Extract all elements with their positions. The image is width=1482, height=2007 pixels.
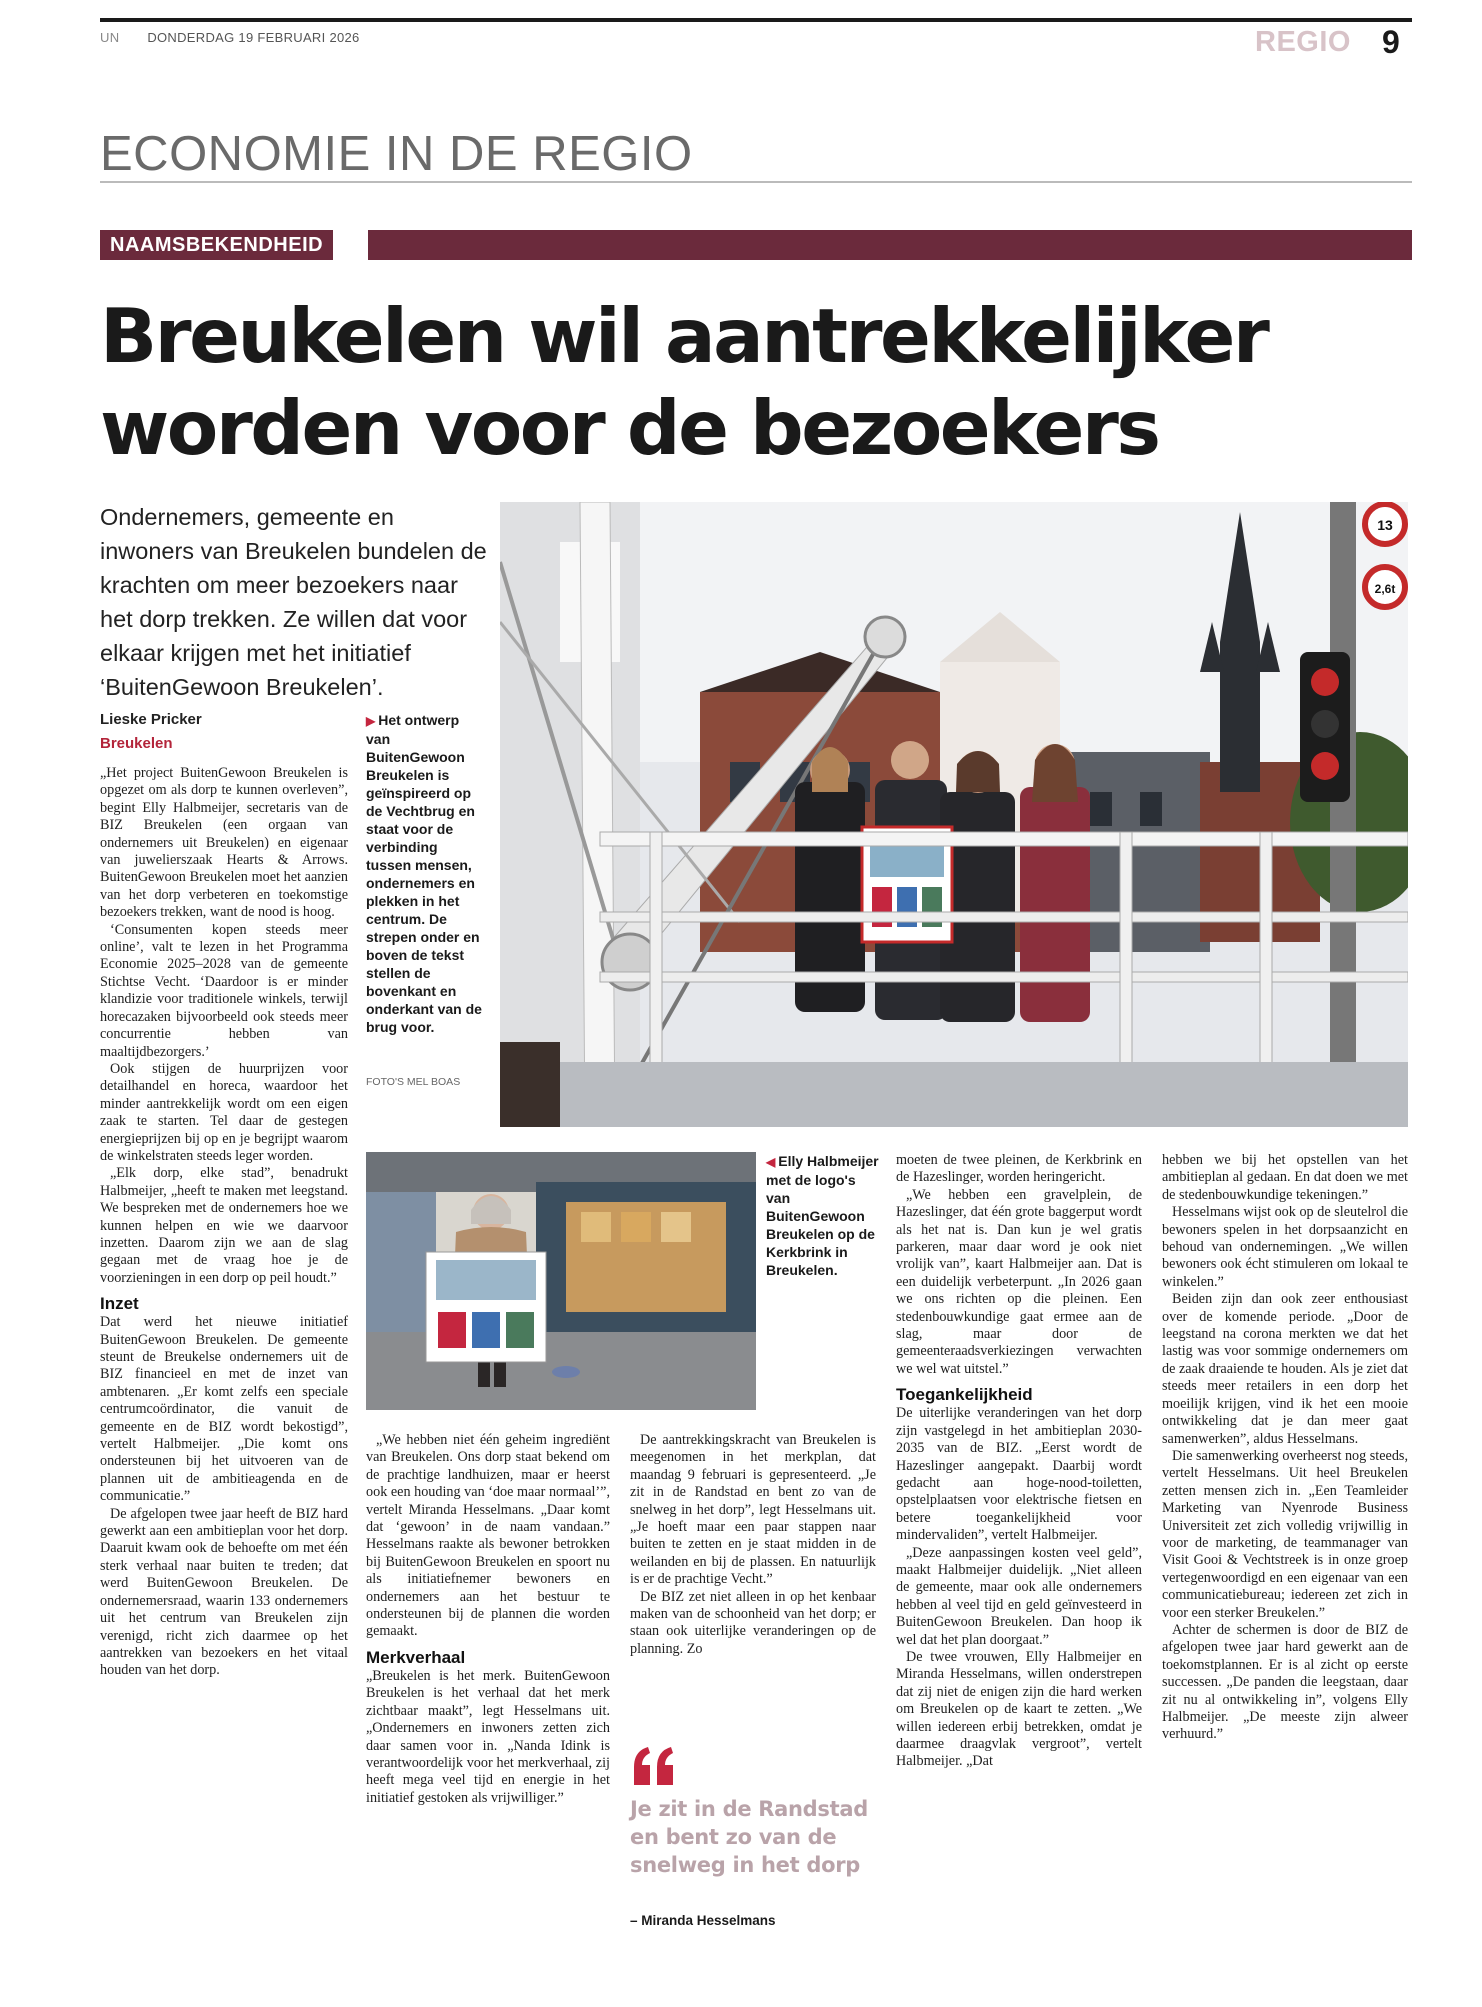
paragraph: „Elk dorp, elke stad”, benadrukt Halbmeijer, „heeft te maken met leegstand. We bespreken met de ondernemers hoe we kunnen helpen en wie we daarvoor inzetten. Daarom zijn we aan de slag gegaan met de vraag hoe je de voorzieningen in een dorp op peil houdt.” (100, 1165, 348, 1286)
paragraph: ‘Consumenten kopen steeds meer online’, valt te lezen in het Programma Economie 2025–2028 van de gemeente Stichtse Vecht. ‘Daardoor is er minder klandizie voor traditionele winkels, terwijl horecazaken bijvoorbeeld ook steeds meer concurrentie hebben van maaltijdbezorgers.’ (100, 921, 348, 1060)
article-headline: Breukelen wil aantrekkelijker worden voor de bezoekers (100, 292, 1268, 472)
paragraph: Dat werd het nieuwe initiatief BuitenGewoon Breukelen. De gemeente steunt de Breukelse ondernemers uit de BIZ financieel en met de inzet van ambtenaren. „Er komt zelfs een speciale centrumcoördinator, die vanuit de gemeente en de BIZ wordt bekostigd”, vertelt Halbmeijer. „Die komt ons ondersteunen bij het uitvoeren van de plannen uit de ambitieagenda en de communicatie.” (100, 1314, 348, 1505)
section-title: ECONOMIE IN DE REGIO (100, 127, 693, 181)
paragraph: hebben we bij het opstellen van het ambitieplan al gedaan. En dat doen we met de stedenbouwkundige tekeningen.” (1162, 1152, 1408, 1203)
caption-arrow-left-icon: ◀ (766, 1155, 776, 1169)
sign-bottom: 2,6t (1374, 582, 1396, 596)
subheading-merkverhaal: Merkverhaal (366, 1647, 466, 1667)
kicker-fill (368, 230, 1412, 260)
paragraph: De aantrekkingskracht van Breukelen is meegenomen in het merkplan, dat maandag 9 februari is gepresenteerd. „Je zit in de Randstad en bent zo van de snelweg in het dorp”, legt Hesselmans uit. „Je hoeft maar een paar stappen naar buiten te zetten en je staat midden in de weilanden en bij de plassen. En natuurlijk is er de prachtige Vecht.” (630, 1432, 876, 1588)
paragraph: „We hebben een gravelplein, de Hazeslinger, dat één grote baggerput wordt als het nat is. Dan kun je wel gratis parkeren, maar daar word je ook niet vrolijk van”, kaart Halbmeijer aan. Dat is een duidelijk verbeterpunt. „In 2026 gaan we ons richten op die pleinen. Een stedenbouwkundige gaat ermee aan de slag, maar door de gemeenteraadsverkiezingen verwachten we wel wat uitstel.” (896, 1186, 1142, 1377)
main-photo-caption (366, 711, 484, 1036)
main-photo (500, 502, 1408, 1127)
publication-date: DONDERDAG 19 FEBRUARI 2026 (147, 30, 360, 45)
paragraph: De uiterlijke veranderingen van het dorp zijn vastgelegd in het ambitieplan 2030-2035 van de BIZ. „Eerst wordt de Hazeslinger aangepakt. Daarbij wordt gedacht aan hoge-nood-toiletten, opstelplaatsen voor elektrische fietsen en betere toegankelijkheid voor mindervaliden”, vertelt Halbmeijer. (896, 1405, 1142, 1544)
paragraph: moeten de twee pleinen, de Kerkbrink en de Hazeslinger, worden heringericht. (896, 1152, 1142, 1186)
paragraph: Die samenwerking overheerst nog steeds, vertelt Hesselmans. Uit heel Breukelen zetten mensen zich in. „Een Teamleider Marketing van Nyenrode Business Universiteit zet zich volledig vrijwillig in voor de marketing, de teammanager van Visit Gooi & Vechtstreek is in onze groep vertegenwoordigd en een eigenaar van een communicatiebureau; iedereen zet zich in voor een sterker Breukelen.” (1162, 1447, 1408, 1621)
paragraph: Achter de schermen is door de BIZ de afgelopen twee jaar hard gewerkt aan de toekomstplannen. Er is al zicht op eerste successen. „De panden die leegstaan, daar zit nu al ontwikkeling in”, volgens Elly Halbmeijer. „De meeste zijn alweer verhuurd.” (1162, 1621, 1408, 1743)
column-4 (896, 1152, 1142, 1771)
column-3 (630, 1432, 876, 1658)
caption-arrow-icon: ▶ (366, 714, 376, 728)
subheading-inzet: Inzet (100, 1294, 139, 1314)
paragraph: „Deze aanpassingen kosten veel geld”, maakt Halbmeijer duidelijk. „Niet alleen de gemeente, maar ook alle ondernemers hebben al veel tijd en geld geïnvesteerd in BuitenGewoon Breukelen. Dan hoop ik wel dat het plan doorgaat.” (896, 1544, 1142, 1648)
pull-quote: Je zit in de Randstad en bent zo van de snelweg in het dorp (630, 1797, 868, 1877)
column-2 (366, 1432, 610, 1807)
sign-top: 13 (1377, 517, 1393, 533)
kicker-bar (100, 230, 1412, 260)
paragraph: Ook stijgen de huurprijzen voor detailhandel en horeca, waardoor het minder aantrekkelijk wordt om een eigen zaak te starten. Tel daar de gestegen energieprijzen bij op en je begrijpt waarom de winkelstraten steeds leger worden. (100, 1060, 348, 1164)
byline-location: Breukelen (100, 735, 173, 752)
paragraph: „Breukelen is het merk. BuitenGewoon Breukelen is het verhaal dat het merk zichtbaar maakt”, legt Hesselmans uit. „Ondernemers en inwoners zetten zich daar samen voor in. „Nanda Idink is verantwoordelijk voor het merkverhaal, zij heeft mega veel tijd en energie in het initiatief gestoken als vrijwilliger.” (366, 1667, 610, 1806)
column-1 (100, 765, 348, 1680)
paragraph: Beiden zijn dan ook zeer enthousiast over de komende periode. „Door de leegstand na corona merkten we dat het lastig was voor sommige ondernemers om de zaak draaiende te houden. Als je ziet dat steeds meer retailers in een dorp het moeilijk krijgen, vind ik het een mooie ontwikkeling dat je dan meer gaat samenwerken”, aldus Hesselmans. (1162, 1291, 1408, 1447)
main-caption-text: Het ontwerp van BuitenGewoon Breukelen is geïnspireerd op de Vechtbrug en staat voor de verbinding tussen mensen, ondernemers en plekken in het centrum. De strepen onder en boven de tekst stellen de bovenkant en onderkant van de brug voor. (366, 712, 482, 1035)
article-intro: Ondernemers, gemeente en inwoners van Breukelen bundelen de krachten om meer bezoekers naar het dorp trekken. Ze willen dat voor elkaar krijgen met het initiatief ‘BuitenGewoon Breukelen’. (100, 504, 487, 700)
second-caption-text: Elly Halbmeijer met de logo's van BuitenGewoon Breukelen op de Kerkbrink in Breukelen. (766, 1153, 879, 1278)
paragraph: Hesselmans wijst ook op de sleutelrol die bewoners spelen in het dorpsaanzicht en behoud van ondernemingen. „We willen bewoners ook écht stimuleren om lokaal te winkelen.” (1162, 1204, 1408, 1290)
section-label: REGIO (1255, 26, 1351, 58)
quote-mark-icon (630, 1745, 678, 1787)
second-photo-caption (766, 1152, 882, 1279)
top-rule (100, 18, 1412, 22)
photo-credit: FOTO'S MEL BOAS (366, 1076, 461, 1088)
secondary-photo (366, 1152, 756, 1410)
section-rule (100, 181, 1412, 183)
paragraph: „Het project BuitenGewoon Breukelen is opgezet om als dorp te kunnen overleven”, begint Elly Halbmeijer, secretaris van de BIZ Breukelen (een orgaan van ondernemers uit Breukelen) en eigenaar van juwelierszaak Hearts & Arrows. BuitenGewoon Breukelen moet het aanzien van het dorp verbeteren en toekomstige bezoekers trekken, want de nood is hoog. (100, 765, 348, 921)
pull-quote-author: – Miranda Hesselmans (630, 1913, 776, 1928)
paragraph: De BIZ zet niet alleen in op het kenbaar maken van de schoonheid van het dorp; er staan ook uiterlijke veranderingen op de planning. Zo (630, 1588, 876, 1657)
subheading-toegankelijkheid: Toegankelijkheid (896, 1385, 1033, 1405)
page-number: 9 (1382, 24, 1400, 60)
kicker-label: NAAMSBEKENDHEID (100, 230, 333, 260)
paragraph: „We hebben niet één geheim ingrediënt van Breukelen. Ons dorp staat bekend om de prachtige landhuizen, maar er heerst ook een houding van ‘doe maar normaal’”, vertelt Miranda Hesselmans. „Daar komt dat ‘gewoon’ in de naam vandaan.” Hesselmans raakte als bewoner betrokken bij BuitenGewoon Breukelen en spoort nu als initiatiefnemer bewoners en ondernemers aan het bestuur te ondersteunen bij de plannen die worden gemaakt. (366, 1432, 610, 1640)
paragraph: De afgelopen twee jaar heeft de BIZ hard gewerkt aan een ambitieplan voor het dorp. Daaruit kwam ook de behoefte om met één sterk verhaal naar buiten te treden; dat werd BuitenGewoon Breukelen. De ondernemersraad, waarin 133 ondernemers uit het centrum van Breukelen zijn verenigd, richt zich daarmee op het aantrekken van bezoekers en het vitaal houden van het dorp. (100, 1505, 348, 1679)
column-5 (1162, 1152, 1408, 1744)
header-dateline (100, 30, 360, 45)
paragraph: De twee vrouwen, Elly Halbmeijer en Miranda Hesselmans, willen onderstrepen dat zij niet de enigen zijn die hard werken om Breukelen op de kaart te zetten. „We willen iedereen erbij betrekken, omdat je daarmee draagvlak vergroot”, vertelt Halbmeijer. „Dat (896, 1648, 1142, 1770)
byline-author: Lieske Pricker (100, 711, 202, 728)
edition-code: UN (100, 30, 120, 45)
